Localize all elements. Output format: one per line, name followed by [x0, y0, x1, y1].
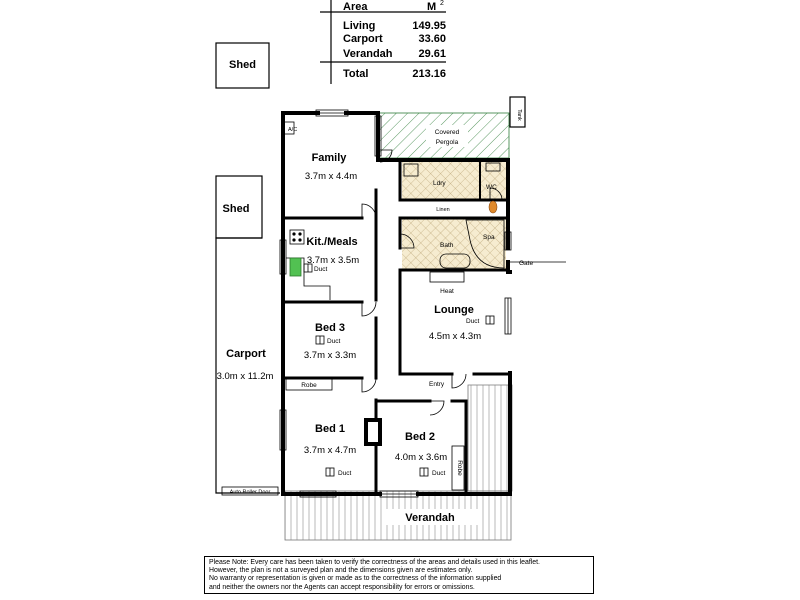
disclaimer-line: No warranty or representation is given or made as to the correctness of the information supplied — [209, 575, 502, 583]
robe-bed3-label: Robe — [301, 382, 317, 389]
carport-label: Carport — [226, 348, 266, 360]
covered-pergola — [378, 113, 509, 158]
robe-bed3 — [286, 378, 332, 390]
area-table — [320, 0, 446, 84]
bed1-label: Bed 1 — [315, 423, 345, 435]
duct-bed3-label: Duct — [327, 338, 341, 345]
bathroom-floor — [402, 218, 506, 269]
area-row-value: 29.61 — [418, 48, 446, 60]
bed3-dim: 3.7m x 3.3m — [303, 350, 357, 361]
gate — [510, 260, 566, 267]
tank — [510, 97, 525, 127]
ldry-label: Ldry — [433, 180, 446, 187]
gate-label: Gate — [519, 260, 534, 267]
robe-bed2-label: Robe — [456, 460, 463, 476]
linen-label: Linen — [436, 207, 450, 213]
shed-side-label: Shed — [222, 203, 250, 215]
duct-kitchen-label: Duct — [314, 266, 328, 273]
bed2-dim: 4.0m x 3.6m — [394, 452, 448, 463]
kitchen-label: Kit./Meals — [306, 236, 358, 248]
tank-label: Tank — [516, 109, 522, 121]
verandah-label: Verandah — [405, 512, 455, 524]
disclaimer-box — [204, 556, 594, 594]
pergola-label-line2: Pergola — [435, 139, 459, 146]
duct-bed1-label: Duct — [338, 470, 352, 477]
lounge-label: Lounge — [434, 304, 474, 316]
area-row-value: 149.95 — [412, 20, 446, 32]
bed3-label: Bed 3 — [315, 322, 345, 334]
spa-label: Spa — [483, 234, 495, 241]
bed1-dim: 3.7m x 4.7m — [303, 445, 357, 456]
family-dim: 3.7m x 4.4m — [304, 171, 358, 182]
wc-label: WC — [486, 184, 497, 191]
lounge-dim: 4.5m x 4.3m — [428, 331, 482, 342]
bed2-label: Bed 2 — [405, 431, 435, 443]
shed-side — [216, 176, 262, 238]
area-row-label: Carport — [343, 33, 383, 45]
pergola-label-line1: Covered — [434, 129, 460, 136]
area-row-label: Verandah — [343, 48, 393, 60]
duct-bed2-label: Duct — [432, 470, 446, 477]
duct-lounge-label: Duct — [466, 318, 480, 325]
heat-label: Heat — [440, 288, 454, 295]
area-row-label: Living — [343, 20, 376, 32]
area-row-value: 33.60 — [418, 33, 446, 45]
area-header-label: Area — [343, 1, 368, 13]
disclaimer-line: Please Note: Every care has been taken to verify the correctness of the areas and details used in this leaflet. — [209, 559, 540, 566]
disclaimer-line: However, the plan is not a surveyed plan and the dimensions given are estimates only. — [209, 567, 473, 575]
carport — [216, 238, 280, 496]
area-header-unit: M — [427, 1, 437, 13]
kitchen-dim: 3.7m x 3.5m — [306, 255, 360, 266]
area-total-value: 213.16 — [412, 68, 446, 80]
shed-top-label: Shed — [229, 59, 256, 71]
area-total-label: Total — [343, 68, 369, 80]
entry-label: Entry — [429, 381, 445, 388]
carport-dim: 3.0m x 11.2m — [216, 371, 274, 382]
bath-label: Bath — [440, 242, 454, 249]
family-label: Family — [311, 152, 347, 164]
disclaimer-line: and neither the owners nor the Agents can accept responsibility for errors or omissions. — [209, 583, 475, 591]
robe-bed2 — [452, 446, 464, 490]
ac-label: A/C — [288, 127, 298, 133]
area-unit-superscript: 2 — [440, 0, 444, 7]
roller-door-label: Auto Roller Door — [229, 489, 271, 496]
shed-top — [216, 43, 269, 88]
